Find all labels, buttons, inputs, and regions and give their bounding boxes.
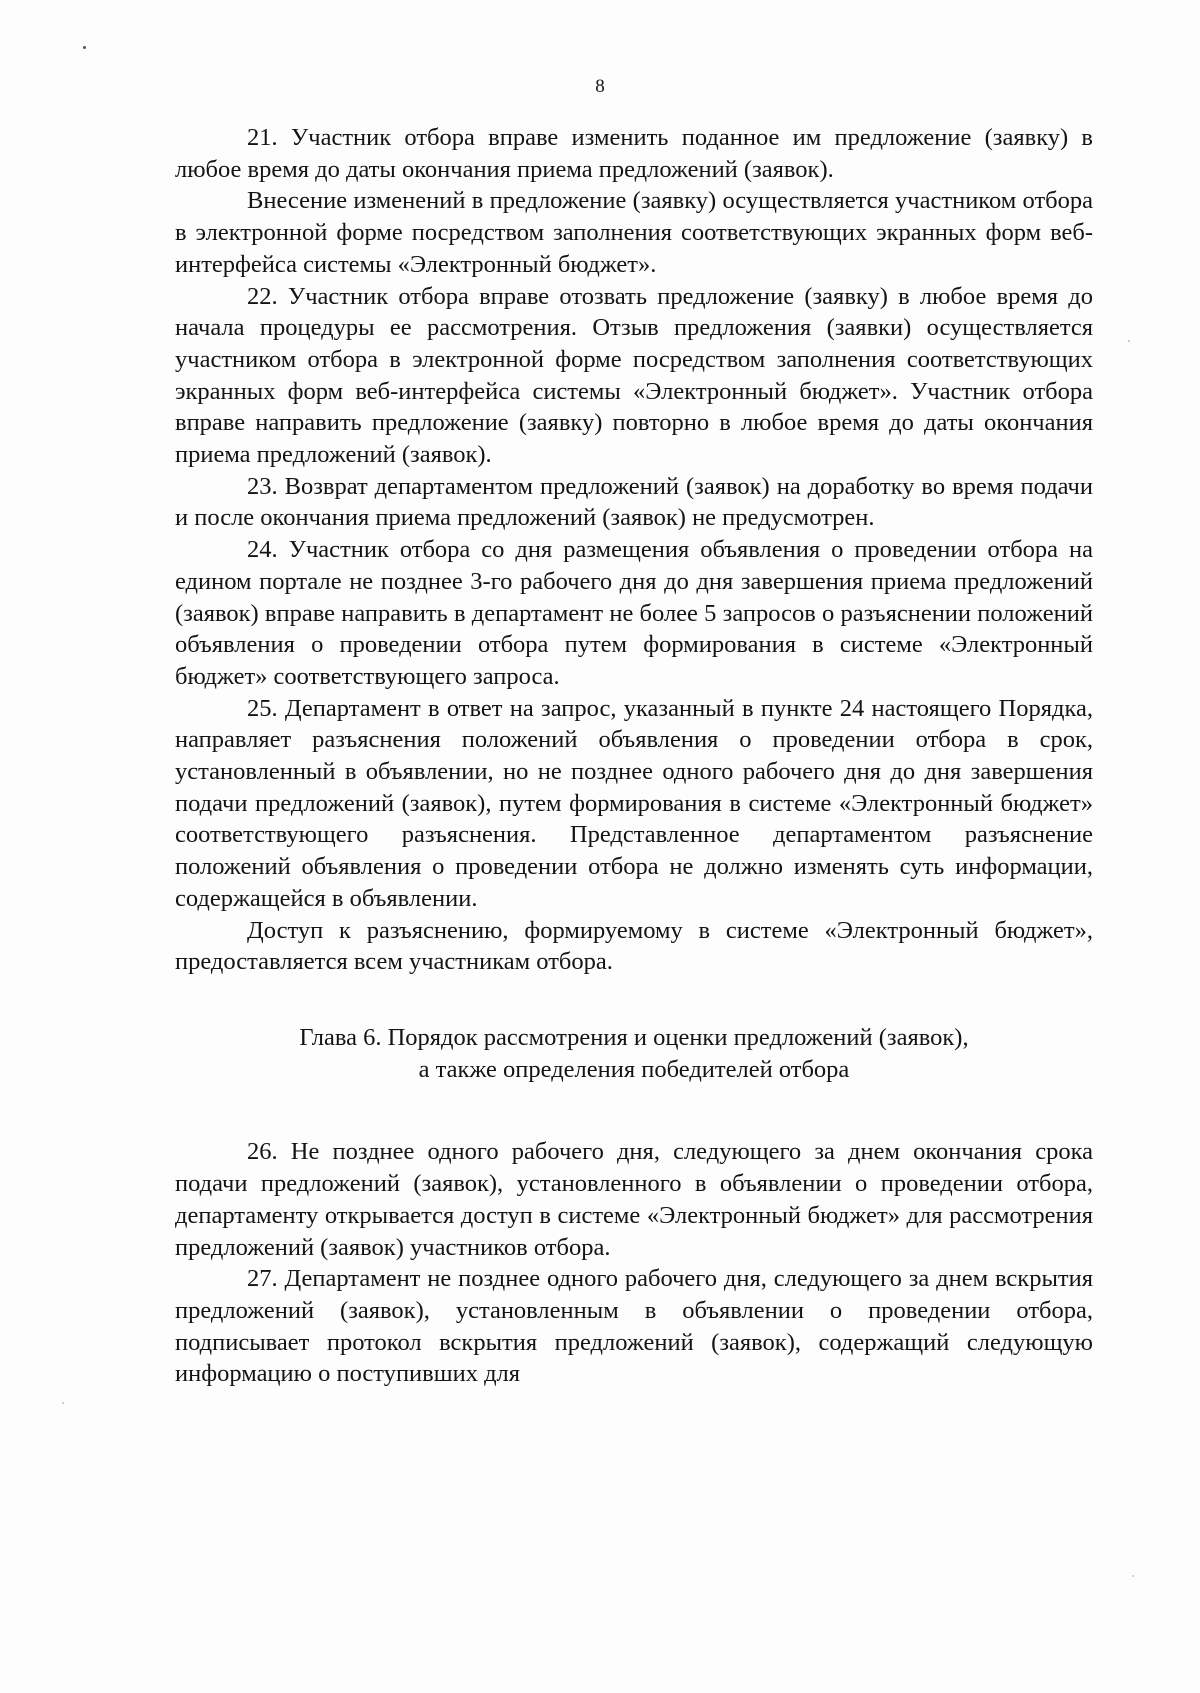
chapter-heading-line-2: а также определения победителей отбора [418,1055,850,1083]
document-body [175,122,1093,1390]
scan-speck [62,1402,64,1404]
chapter-heading-line-1: Глава 6. Порядок рассмотрения и оценки предложений (заявок), [299,1023,969,1051]
paragraph-26: 26. Не позднее одного рабочего дня, следующего за днем окончания срока подачи предложений (заявок), установленного в объявлении о проведении отбора, департаменту открывается доступ в системе «Электронный бюджет» для рассмотрения предложений (заявок) участников отбора. [175,1138,1093,1261]
paragraph-25-access: Доступ к разъяснению, формируемому в системе «Электронный бюджет», предоставляется всем участникам отбора. [175,916,1093,976]
page-number: 8 [595,76,605,97]
paragraph-25: 25. Департамент в ответ на запрос, указанный в пункте 24 настоящего Порядка, направляет разъяснения положений объявления о проведении отбора в срок, установленный в объявлении, но не позднее одного рабочего дня до дня завершения подачи предложений (заявок), путем формирования в системе «Электронный бюджет» соответствующего разъяснения. Представленное департаментом разъяснение положений объявления о проведении отбора не должно изменять суть информации, содержащейся в объявлении. [175,694,1093,912]
scan-speck [83,46,86,49]
paragraph-27: 27. Департамент не позднее одного рабочего дня, следующего за днем вскрытия предложений (заявок), установленным в объявлении о проведении отбора, подписывает протокол вскрытия предложений (заявок), содержащий следующую информацию о поступивших для [175,1265,1093,1388]
chapter-heading [175,1022,1093,1085]
paragraph-21: 21. Участник отбора вправе изменить поданное им предложение (заявку) в любое время до даты окончания приема предложений (заявок). [175,124,1093,183]
scan-speck [1132,1575,1134,1577]
paragraph-23: 23. Возврат департаментом предложений (заявок) на доработку во время подачи и после окончания приема предложений (заявок) не предусмотрен. [175,472,1093,532]
paragraph-21-changes: Внесение изменений в предложение (заявку) осуществляется участником отбора в электронной форме посредством заполнения соответствующих экранных форм веб-интерфейса системы «Электронный бюджет». [175,187,1093,278]
paragraph-22: 22. Участник отбора вправе отозвать предложение (заявку) в любое время до начала процедуры ее рассмотрения. Отзыв предложения (заявки) осуществляется участником отбора в электронной форме посредством заполнения соответствующих экранных форм веб-интерфейса системы «Электронный бюджет». Участник отбора вправе направить предложение (заявку) повторно в любое время до даты окончания приема предложений (заявок). [175,282,1093,469]
paragraph-24: 24. Участник отбора со дня размещения объявления о проведении отбора на едином портале не позднее 3-го рабочего дня до дня завершения приема предложений (заявок) вправе направить в департамент не более 5 запросов о разъяснении положений объявления о проведении отбора путем формирования в системе «Электронный бюджет» соответствующего запроса. [175,536,1093,690]
scan-speck [1128,340,1130,342]
